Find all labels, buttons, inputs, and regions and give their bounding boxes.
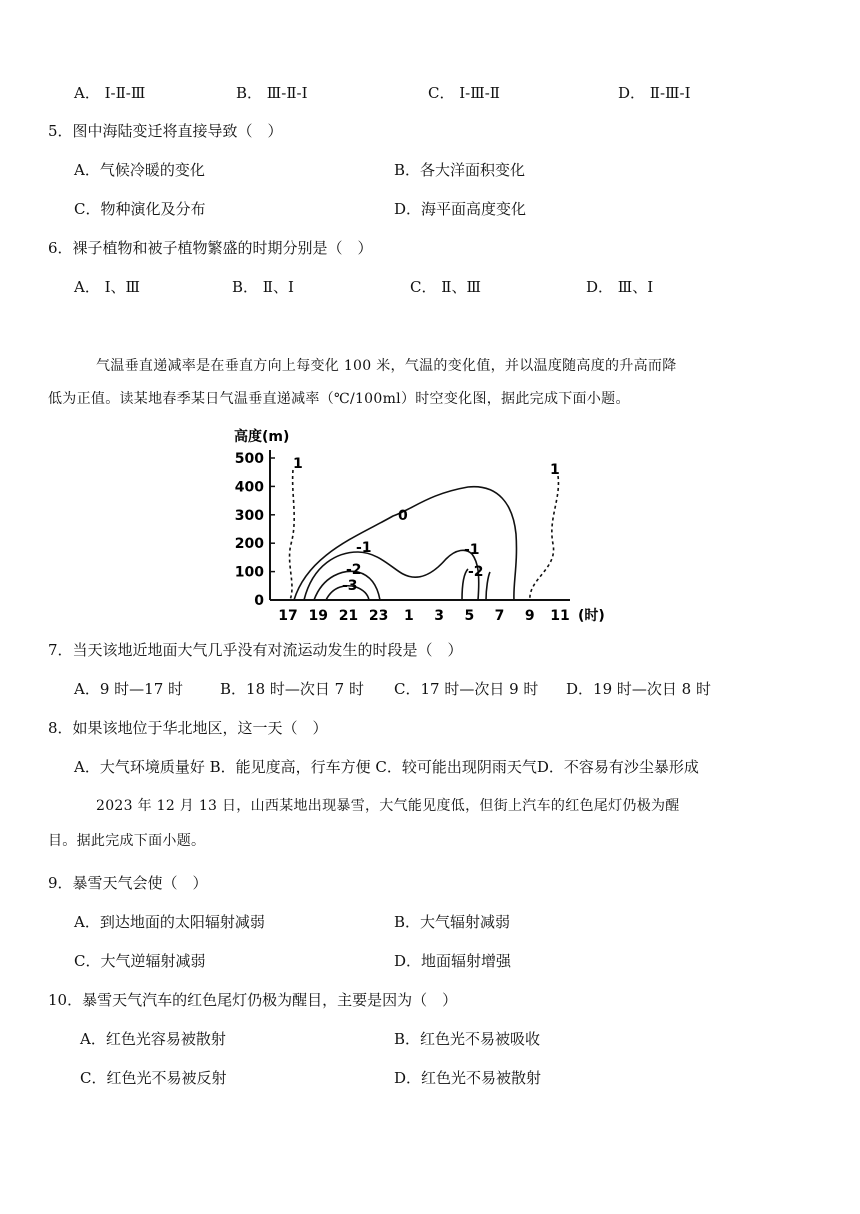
q6-option-c: C． Ⅱ、Ⅲ — [410, 278, 481, 296]
lapse-rate-contour-chart — [228, 424, 620, 630]
q6-option-b: B． Ⅱ、Ⅰ — [232, 278, 294, 296]
q5-option-b: B．各大洋面积变化 — [394, 161, 526, 179]
q9-option-d: D．地面辐射增强 — [394, 952, 512, 970]
y-tick-label: 100 — [234, 564, 264, 581]
y-tick-label: 0 — [254, 593, 264, 609]
chart-xlabel: (时) — [578, 608, 605, 624]
q7-stem: 7．当天该地近地面大气几乎没有对流运动发生的时段是（ ） — [48, 641, 463, 659]
q4-option-c: C． Ⅰ-Ⅲ-Ⅱ — [428, 84, 500, 102]
contour-label-neg1-left: -1 — [356, 540, 372, 556]
q8-options: A．大气环境质量好 B．能见度高，行车方便 C．较可能出现阴雨天气D．不容易有沙尘暴形成 — [74, 758, 699, 776]
contour-label-neg3: -3 — [342, 578, 358, 594]
y-tick-label: 500 — [234, 451, 264, 467]
q10-option-a: A．红色光容易被散射 — [80, 1030, 226, 1048]
chart-ylabel: 高度(m) — [234, 429, 290, 445]
q10-option-b: B．红色光不易被吸收 — [394, 1030, 541, 1048]
passage2-line2: 目。据此完成下面小题。 — [48, 833, 206, 849]
q6-option-d: D． Ⅲ、Ⅰ — [586, 278, 654, 296]
q4-option-a: A． Ⅰ-Ⅱ-Ⅲ — [74, 84, 146, 102]
x-tick-label: 17 — [278, 608, 298, 624]
q7-option-a: A．9 时—17 时 — [74, 680, 183, 698]
passage1-line1: 气温垂直递减率是在垂直方向上每变化 100 米，气温的变化值，并以温度随高度的升高而降 — [96, 358, 677, 374]
contour-1-left — [290, 470, 295, 600]
q10-option-d: D．红色光不易被散射 — [394, 1069, 542, 1087]
contour-label-1-right: 1 — [550, 462, 560, 478]
x-tick-label: 7 — [494, 608, 505, 624]
q5-stem: 5．图中海陆变迁将直接导致（ ） — [48, 122, 283, 140]
q4-option-d: D． Ⅱ-Ⅲ-Ⅰ — [618, 84, 691, 102]
q9-stem: 9．暴雪天气会使（ ） — [48, 874, 208, 892]
x-tick-label: 21 — [338, 608, 359, 624]
q10-stem: 10．暴雪天气汽车的红色尾灯仍极为醒目，主要是因为（ ） — [48, 991, 458, 1009]
y-tick-labels — [235, 451, 275, 609]
q7-option-b: B．18 时—次日 7 时 — [220, 680, 364, 698]
x-tick-label: 11 — [550, 608, 570, 624]
q9-option-a: A．到达地面的太阳辐射减弱 — [74, 913, 265, 931]
passage1-line2: 低为正值。读某地春季某日气温垂直递减率（℃/100ml）时空变化图，据此完成下面小题。 — [48, 391, 630, 407]
passage2-line1: 2023 年 12 月 13 日，山西某地出现暴雪，大气能见度低，但街上汽车的红色尾灯仍极为醒 — [96, 798, 680, 814]
contour-label-neg2-right: -2 — [468, 564, 484, 580]
q8-stem: 8．如果该地位于华北地区，这一天（ ） — [48, 719, 328, 737]
x-tick-labels — [278, 608, 569, 624]
q6-option-a: A． Ⅰ、Ⅲ — [74, 278, 140, 296]
x-tick-label: 9 — [524, 608, 535, 624]
contour-label-0: 0 — [398, 508, 408, 524]
q10-option-c: C．红色光不易被反射 — [80, 1069, 227, 1087]
q7-option-c: C．17 时—次日 9 时 — [394, 680, 539, 698]
x-tick-label: 5 — [464, 608, 475, 624]
x-tick-label: 3 — [434, 608, 444, 624]
q7-option-d: D．19 时—次日 8 时 — [566, 680, 711, 698]
contour-1-right — [530, 476, 559, 600]
q4-option-b: B． Ⅲ-Ⅱ-Ⅰ — [236, 84, 308, 102]
y-tick-label: 300 — [234, 507, 264, 524]
x-tick-label: 19 — [308, 608, 328, 624]
q6-stem: 6．裸子植物和被子植物繁盛的时期分别是（ ） — [48, 239, 373, 257]
x-tick-label: 23 — [368, 608, 389, 624]
contour-neg2-right — [486, 572, 490, 600]
y-tick-label: 400 — [234, 479, 264, 496]
q5-option-d: D．海平面高度变化 — [394, 200, 527, 218]
contour-0 — [294, 487, 516, 600]
q9-option-c: C．大气逆辐射减弱 — [74, 952, 206, 970]
q9-option-b: B．大气辐射减弱 — [394, 913, 511, 931]
x-tick-label: 1 — [404, 608, 414, 624]
contour-label-neg2-left: -2 — [346, 562, 362, 578]
q5-option-a: A．气候冷暖的变化 — [74, 161, 205, 179]
q5-option-c: C．物种演化及分布 — [74, 200, 206, 218]
y-tick-label: 200 — [234, 536, 264, 553]
contour-label-neg1-right: -1 — [464, 542, 480, 558]
contour-label-1-left: 1 — [293, 456, 303, 472]
